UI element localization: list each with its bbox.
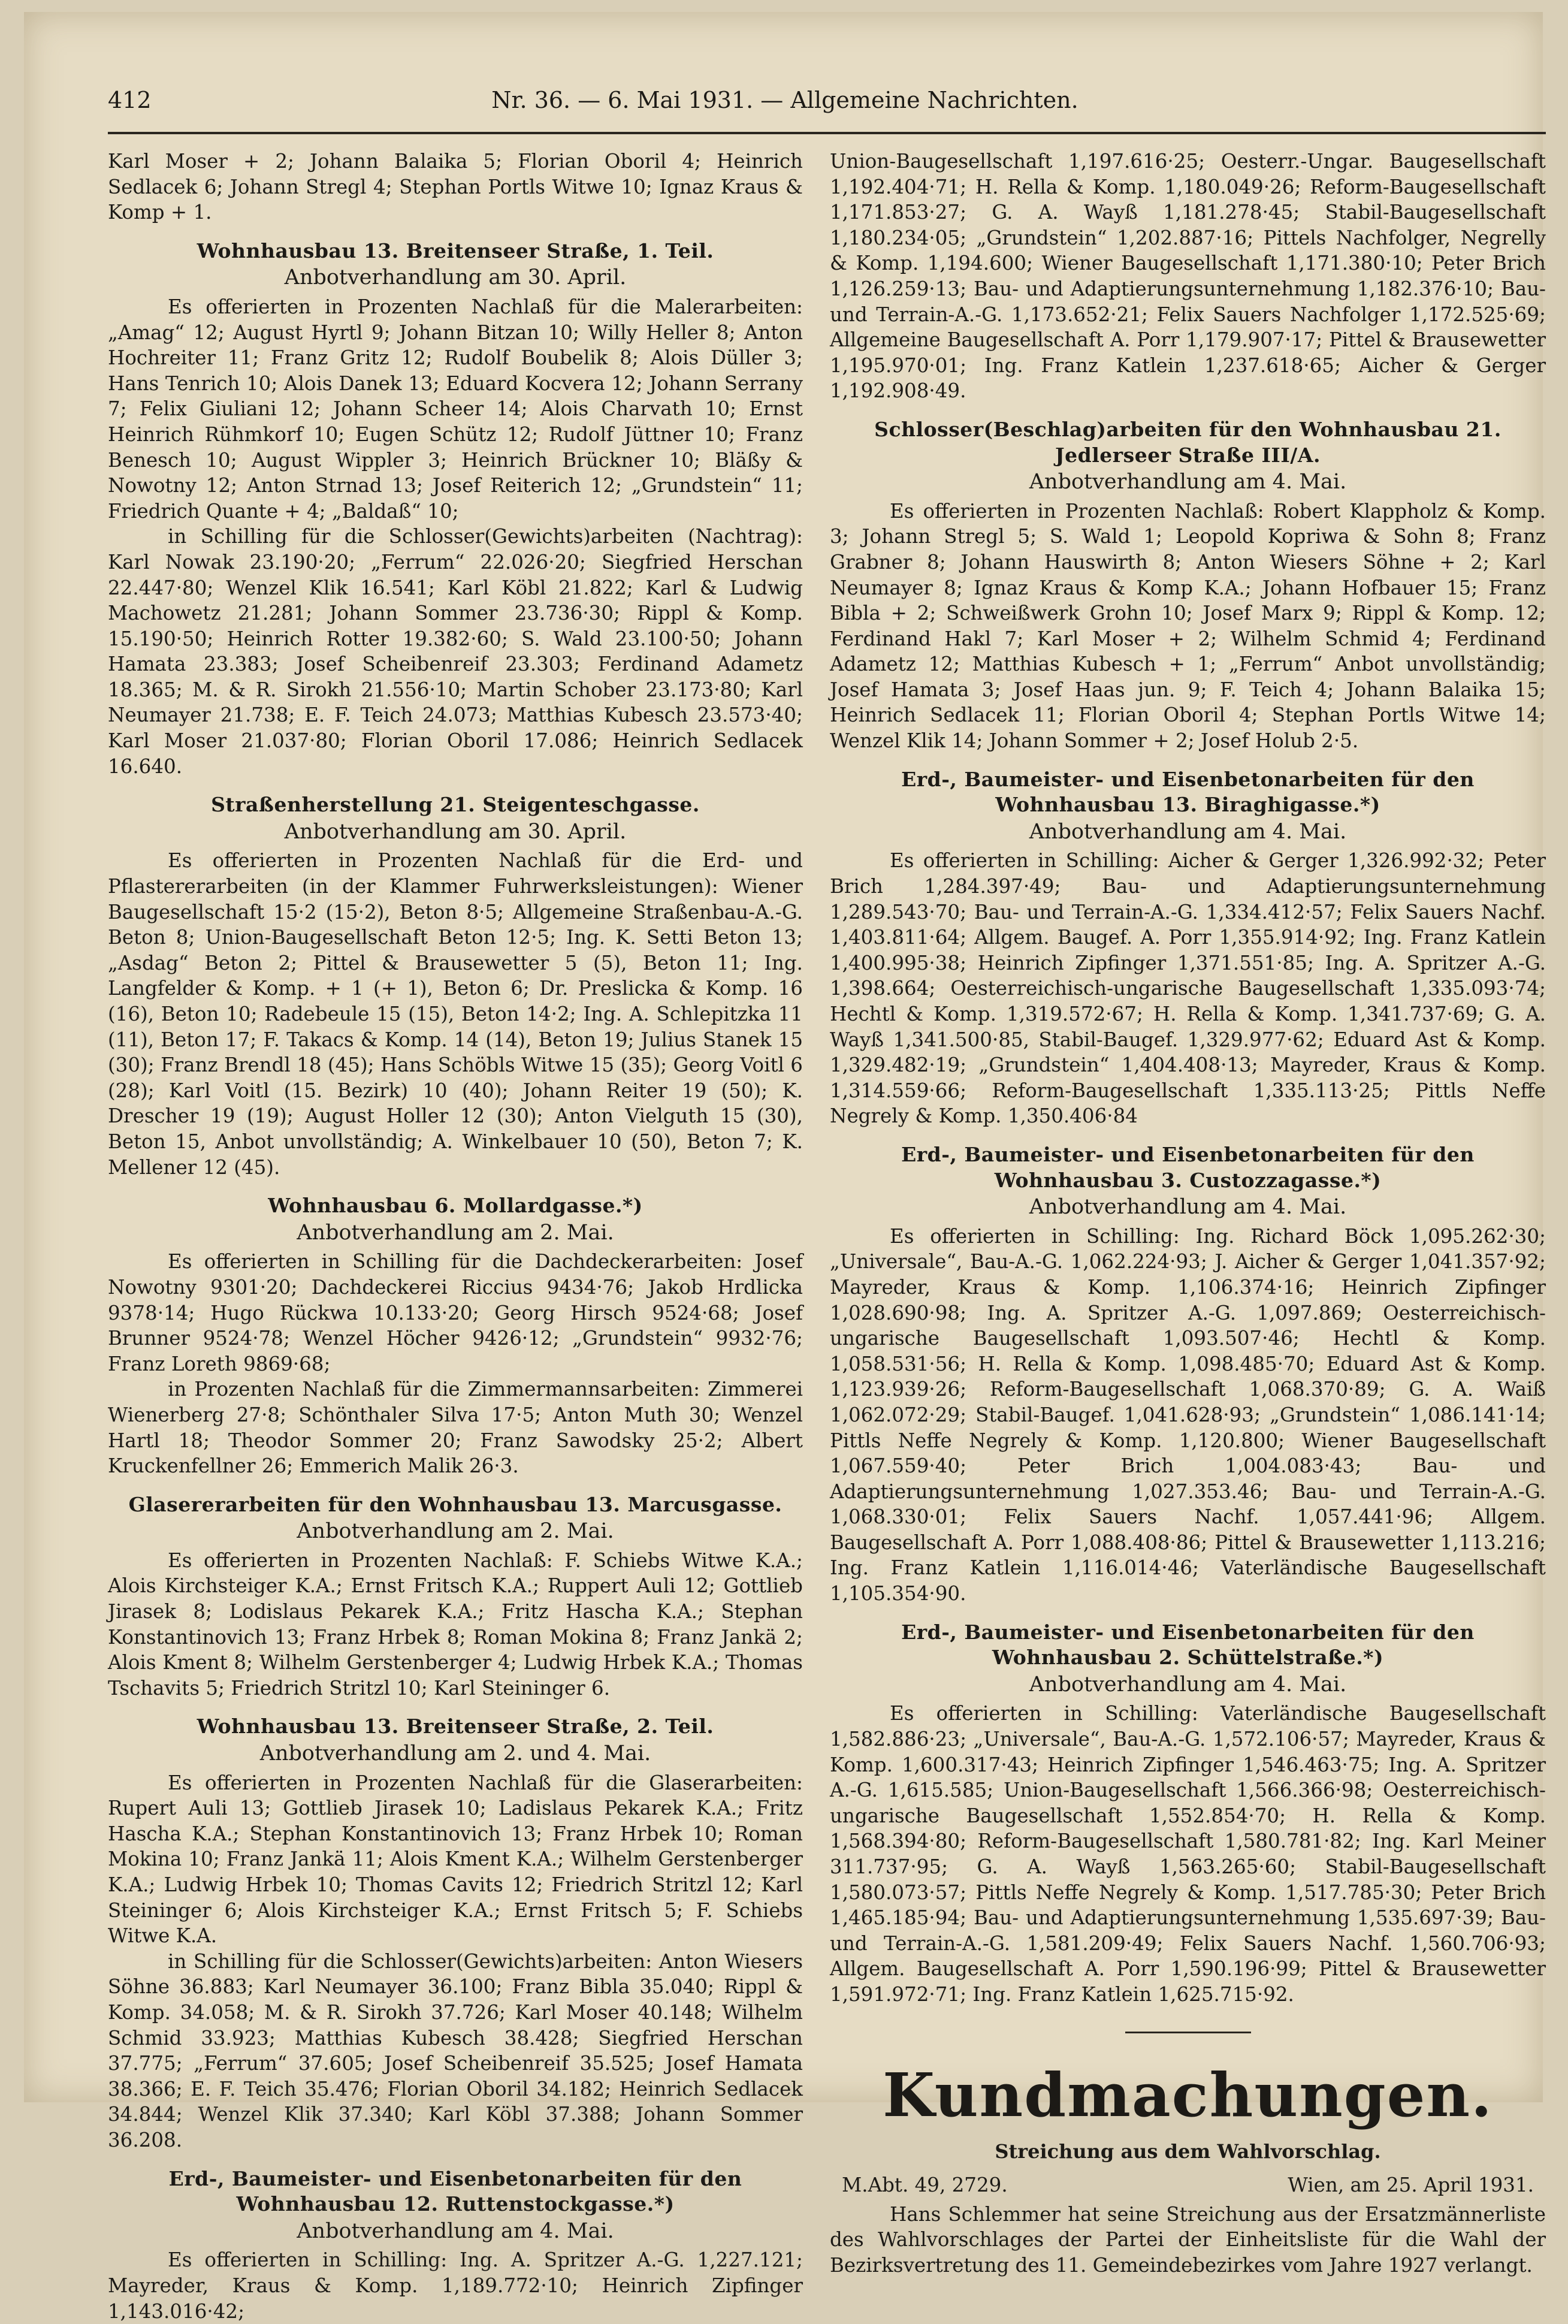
header-rule [108, 132, 1546, 134]
section-title: Erd-, Baumeister- und Eisenbetonarbeiten für den Wohnhausbau 13. Biraghigasse.*) [901, 767, 1475, 817]
continued-text: Karl Moser + 2; Johann Balaika 5; Florian Oboril 4; Heinrich Sedlacek 6; Johann Stregl 4; Stephan Portls Witwe 10; Ignaz Kraus & Komp + 1. [108, 150, 803, 224]
section-paragraph: in Schilling für die Schlosser(Gewichts)arbeiten (Nachtrag): Karl Nowak 23.190·20; „Ferrum“ 22.026·20; Siegfried Herschan 22.447·80; Wenzel Klik 16.541; Karl Köbl 21.822; Karl & Ludwig Machowetz 21.281; Johann Sommer 23.736·30; Rippl & Komp. 15.190·50; Heinrich Rotter 19.382·60; S. Wald 23.100·50; Johann Hamata 23.383; Josef Scheibenreif 23.303; Ferdinand Adametz 18.365; M. & R. Sirokh 21.556·10; Martin Schober 23.173·80; Karl Neumayer 21.738; E. F. Teich 24.073; Matthias Kubesch 23.573·40; Karl Moser 21.037·80; Florian Oboril 17.086; Heinrich Sedlacek 16.640. [108, 525, 803, 778]
section-title: Erd-, Baumeister- und Eisenbetonarbeiten für den Wohnhausbau 12. Ruttenstockgasse.*) [168, 2166, 742, 2216]
section-title: Glasererarbeiten für den Wohnhausbau 13. Marcusgasse. [128, 1492, 783, 1516]
section-subtitle: Anbotverhandlung am 2. Mai. [297, 1220, 614, 1245]
section-paragraph: Es offerierten in Prozenten Nachlaß: F. Schiebs Witwe K.A.; Alois Kirchsteiger K.A.; Ernst Fritsch K.A.; Ruppert Auli 12; Gottlieb Jirasek 8; Lodislaus Pekarek K.A.; Fritz Hascha K.A.; Stephan Konstantinovich 13; Franz Hrbek 8; Roman Mokina 8; Franz Jankä 2; Alois Kment 8; Wilhelm Gerstenberger 4; Ludwig Hrbek K.A.; Thomas Tschavits 5; Friedrich Stritzl 10; Karl Steininger 6. [108, 1549, 803, 1700]
section-title: Erd-, Baumeister- und Eisenbetonarbeiten für den Wohnhausbau 2. Schüttelstraße.*) [901, 1620, 1475, 1670]
section-title: Straßenherstellung 21. Steigenteschgasse. [211, 793, 700, 817]
section-paragraph: in Schilling für die Schlosser(Gewichts)arbeiten: Anton Wiesers Söhne 36.883; Karl Neumayer 36.100; Franz Bibla 35.040; Rippl & Komp. 34.058; M. & R. Sirokh 37.726; Karl Moser 40.148; Wilhelm Schmid 33.923; Matthias Kubesch 38.428; Siegfried Herschan 37.775; „Ferrum“ 37.605; Josef Scheibenreif 35.525; Josef Hamata 38.366; E. F. Teich 35.476; Florian Oboril 34.182; Heinrich Sedlacek 34.844; Wenzel Klik 37.340; Karl Köbl 37.388; Johann Sommer 36.208. [108, 1949, 803, 2151]
left-column [108, 149, 803, 2324]
section-paragraph: Es offerierten in Schilling: Vaterländische Baugesellschaft 1,582.886·23; „Universale“, Bau-A.-G. 1,572.106·57; Mayreder, Kraus & Komp. 1,600.317·43; Heinrich Zipfinger 1,546.463·75; Ing. A. Spritzer A.-G. 1,615.585; Union-Baugesellschaft 1,566.366·98; Oesterreichisch-ungarische Baugesellschaft 1,552.854·70; H. Rella & Komp. 1,568.394·80; Reform-Baugesellschaft 1,580.781·82; Ing. Karl Meiner 311.737·95; G. A. Wayß 1,563.265·60; Stabil-Baugesellschaft 1,580.073·57; Pittls Neffe Negrely & Komp. 1,517.785·30; Peter Brich 1,465.185·94; Bau- und Adaptierungsunternehmung 1,535.697·39; Bau- und Terrain-A.-G. 1,581.209·49; Felix Sauers Nachf. 1,560.706·93; Allgem. Baugesellschaft A. Porr 1,590.196·99; Pittel & Brausewetter 1,591.972·71; Ing. Franz Katlein 1,625.715·92. [830, 1702, 1546, 2006]
section-subtitle: Anbotverhandlung am 4. Mai. [297, 2219, 614, 2243]
kundmachungen-heading: Kundmachungen. [883, 2059, 1493, 2130]
newspaper-page [24, 12, 1546, 2323]
running-title: Nr. 36. — 6. Mai 1931. — Allgemeine Nachrichten. [491, 87, 1078, 113]
notice-paragraph: Hans Schlemmer hat seine Streichung aus der Ersatzmännerliste des Wahlvorschlages der Partei der Einheitsliste für die Wahl der Bezirksvertretung des 11. Gemeindebezirkes vom Jahre 1927 verlangt. [830, 2202, 1546, 2277]
section-subtitle: Anbotverhandlung am 4. Mai. [1029, 470, 1347, 494]
section-subtitle: Anbotverhandlung am 30. April. [284, 819, 627, 844]
section-subtitle: Anbotverhandlung am 4. Mai. [1029, 1195, 1347, 1220]
section-subtitle: Anbotverhandlung am 30. April. [284, 265, 627, 290]
section-title: Wohnhausbau 6. Mollardgasse.*) [268, 1194, 643, 1218]
section-paragraph: Es offerierten in Schilling: Ing. Richard Böck 1,095.262·30; „Universale“, Bau-A.-G. 1,062.224·93; J. Aicher & Gerger 1,041.357·92; Mayreder, Kraus & Komp. 1,106.374·16; Heinrich Zipfinger 1,028.690·98; Ing. A. Spritzer A.-G. 1,097.869; Oesterreichisch-ungarische Baugesellschaft 1,093.507·46; Hechtl & Komp. 1,058.531·56; H. Rella & Komp. 1,098.485·70; Eduard Ast & Komp. 1,123.939·26; Reform-Baugesellschaft 1,068.370·89; G. A. Waiß 1,062.072·29; Stabil-Baugef. 1,041.628·93; „Grundstein“ 1,086.141·14; Pittls Neffe Negrely & Komp. 1,120.800; Wiener Baugesellschaft 1,067.559·40; Peter Brich 1,004.083·43; Bau- und Adaptierungsunternehmung 1,027.353.46; Bau- und Terrain-A.-G. 1,068.330·01; Felix Sauers Nachf. 1,057.441·96; Allgem. Baugesellschaft A. Porr 1,088.408·86; Pittel & Brausewetter 1,113.216; Ing. Franz Katlein 1,116.014·46; Vaterländische Baugesellschaft 1,105.354·90. [830, 1224, 1546, 1605]
section-paragraph: Es offerierten in Prozenten Nachlaß: Robert Klappholz & Komp. 3; Johann Stregl 5; S. Wald 1; Leopold Kopriwa & Sohn 8; Franz Grabner 8; Johann Hauswirth 8; Anton Wiesers Söhne + 2; Karl Neumayer 8; Ignaz Kraus & Komp K.A.; Johann Hofbauer 15; Franz Bibla + 2; Schweißwerk Grohn 10; Josef Marx 9; Rippl & Komp. 12; Ferdinand Hakl 7; Karl Moser + 2; Wilhelm Schmid 4; Ferdinand Adametz 12; Matthias Kubesch + 1; „Ferrum“ Anbot unvollständig; Josef Hamata 3; Josef Haas jun. 9; F. Teich 4; Johann Balaika 15; Heinrich Sedlacek 11; Florian Oboril 4; Stephan Portls Witwe 14; Wenzel Klik 14; Johann Sommer + 2; Josef Holub 2·5. [830, 499, 1546, 753]
section-paragraph: Es offerierten in Schilling: Aicher & Gerger 1,326.992·32; Peter Brich 1,284.397·49; Bau- und Adaptierungsunternehmung 1,289.543·70; Bau- und Terrain-A.-G. 1,334.412·57; Felix Sauers Nachf. 1,403.811·64; Allgem. Baugef. A. Porr 1,355.914·92; Ing. Franz Katlein 1,400.995·38; Heinrich Zipfinger 1,371.551·85; Ing. A. Spritzer A.-G. 1,398.664; Oesterreichisch-ungarische Baugesellschaft 1,335.093·74; Hechtl & Komp. 1,319.572·67; H. Rella & Komp. 1,341.737·69; G. A. Wayß 1,341.500·85, Stabil-Baugef. 1,329.977·62; Eduard Ast & Komp. 1,329.482·19; „Grundstein“ 1,404.408·13; Mayreder, Kraus & Komp. 1,314.559·66; Reform-Baugesellschaft 1,335.113·25; Pittls Neffe Negrely & Komp. 1,350.406·84 [830, 849, 1546, 1128]
section-subtitle: Anbotverhandlung am 2. Mai. [297, 1519, 614, 1544]
section-paragraph: in Prozenten Nachlaß für die Zimmermannsarbeiten: Zimmerei Wienerberg 27·8; Schönthaler Silva 17·5; Anton Muth 30; Wenzel Hartl 18; Theodor Sommer 20; Franz Sawodsky 25·2; Albert Kruckenfellner 26; Emmerich Malik 26·3. [108, 1378, 803, 1478]
section-paragraph: Es offerierten in Prozenten Nachlaß für die Malerarbeiten: „Amag“ 12; August Hyrtl 9; Johann Bitzan 10; Willy Heller 8; Anton Hochreiter 11; Franz Gritz 12; Rudolf Boubelik 8; Alois Düller 3; Hans Tenrich 10; Alois Danek 13; Eduard Kocvera 12; Johann Serrany 7; Felix Giuliani 12; Johann Scheer 14; Alois Charvath 10; Ernst Heinrich Rühmkorf 10; Eugen Schütz 12; Rudolf Jüttner 10; Franz Benesch 10; August Wippler 3; Heinrich Brückner 10; Bläßy & Nowotny 12; Anton Strnad 13; Josef Reiterich 12; „Grundstein“ 11; Friedrich Quante + 4; „Baldaß“ 10; [108, 295, 803, 523]
section-subtitle: Anbotverhandlung am 4. Mai. [1029, 1672, 1347, 1697]
section-subtitle: Anbotverhandlung am 4. Mai. [1029, 819, 1347, 844]
section-separator [1125, 2032, 1251, 2033]
notice-subtitle: Streichung aus dem Wahlvorschlag. [995, 2139, 1381, 2163]
notice-reference-line [830, 2172, 1546, 2198]
section-paragraph: Es offerierten in Prozenten Nachlaß für die Glaserarbeiten: Rupert Auli 13; Gottlieb Jirasek 10; Ladislaus Pekarek K.A.; Fritz Hascha K.A.; Stephan Konstantinovich 13; Franz Hrbek 10; Roman Mokina 10; Franz Jankä 11; Alois Kment K.A.; Wilhelm Gerstenberger K.A.; Ludwig Hrbek 10; Thomas Cavits 12; Friedrich Stritzl 12; Karl Steininger 6; Alois Kirchsteiger K.A.; Ernst Fritsch 5; F. Schiebs Witwe K.A. [108, 1771, 803, 1948]
continued-text: Union-Baugesellschaft 1,197.616·25; Oesterr.-Ungar. Baugesellschaft 1,192.404·71; H. Rella & Komp. 1,180.049·26; Reform-Baugesellschaft 1,171.853·27; G. A. Wayß 1,181.278·45; Stabil-Baugesellschaft 1,180.234·05; „Grundstein“ 1,202.887·16; Pittels Nachfolger, Negrelly & Komp. 1,194.600; Wiener Baugesellschaft 1,171.380·10; Peter Brich 1,126.259·13; Bau- und Adaptierungsunternehmung 1,182.376·10; Bau- und Terrain-A.-G. 1,173.652·21; Felix Sauers Nachfolger 1,172.525·69; Allgemeine Baugesellschaft A. Porr 1,179.907·17; Pittel & Brausewetter 1,195.970·01; Ing. Franz Katlein 1,237.618·65; Aicher & Gerger 1,192.908·49. [830, 150, 1546, 403]
notice-reference: M.Abt. 49, 2729. [842, 2174, 1008, 2197]
section-title: Wohnhausbau 13. Breitenseer Straße, 2. Teil. [197, 1715, 714, 1739]
notice-place-date: Wien, am 25. April 1931. [1288, 2174, 1534, 2197]
section-title: Erd-, Baumeister- und Eisenbetonarbeiten für den Wohnhausbau 3. Custozzagasse.*) [901, 1142, 1475, 1192]
section-title: Wohnhausbau 13. Breitenseer Straße, 1. Teil. [197, 239, 714, 262]
section-paragraph: Es offerierten in Schilling für die Dachdeckerarbeiten: Josef Nowotny 9301·20; Dachdeckerei Riccius 9434·76; Jakob Hrdlicka 9378·14; Hugo Rückwa 10.133·20; Georg Hirsch 9524·68; Josef Brunner 9524·78; Wenzel Höcher 9426·12; „Grundstein“ 9932·76; Franz Loreth 9869·68; [108, 1250, 803, 1375]
page-header [108, 87, 1462, 123]
right-column [830, 149, 1546, 2278]
section-paragraph: Es offerierten in Schilling: Ing. A. Spritzer A.-G. 1,227.121; Mayreder, Kraus & Komp. 1,189.772·10; Heinrich Zipfinger 1,143.016·42; [108, 2248, 803, 2323]
section-title: Schlosser(Beschlag)arbeiten für den Wohnhausbau 21. Jedlerseer Straße III/A. [874, 417, 1501, 467]
section-paragraph: Es offerierten in Prozenten Nachlaß für die Erd- und Pflastererarbeiten (in der Klammer Fuhrwerksleistungen): Wiener Baugesellschaft 15·2 (15·2), Beton 8·5; Allgemeine Straßenbau-A.-G. Beton 8; Union-Baugesellschaft Beton 12·5; Ing. K. Setti Beton 13; „Asdag“ Beton 2; Pittel & Brausewetter 5 (5), Beton 11; Ing. Langfelder & Komp. + 1 (+ 1), Beton 6; Dr. Preslicka & Komp. 16 (16), Beton 10; Radebeule 15 (15), Beton 14·2; Ing. A. Schlepitzka 11 (11), Beton 17; F. Takacs & Komp. 14 (14), Beton 19; Julius Stanek 15 (30); Franz Brendl 18 (45); Hans Schöbls Witwe 15 (35); Georg Voitl 6 (28); Karl Voitl (15. Bezirk) 10 (40); Johann Reiter 19 (50); K. Drescher 19 (19); August Holler 12 (30); Anton Vielguth 15 (30), Beton 15, Anbot unvollständig; A. Winkelbauer 10 (50), Beton 7; K. Mellener 12 (45). [108, 849, 803, 1179]
section-subtitle: Anbotverhandlung am 2. und 4. Mai. [259, 1742, 651, 1766]
page-number: 412 [108, 87, 152, 113]
